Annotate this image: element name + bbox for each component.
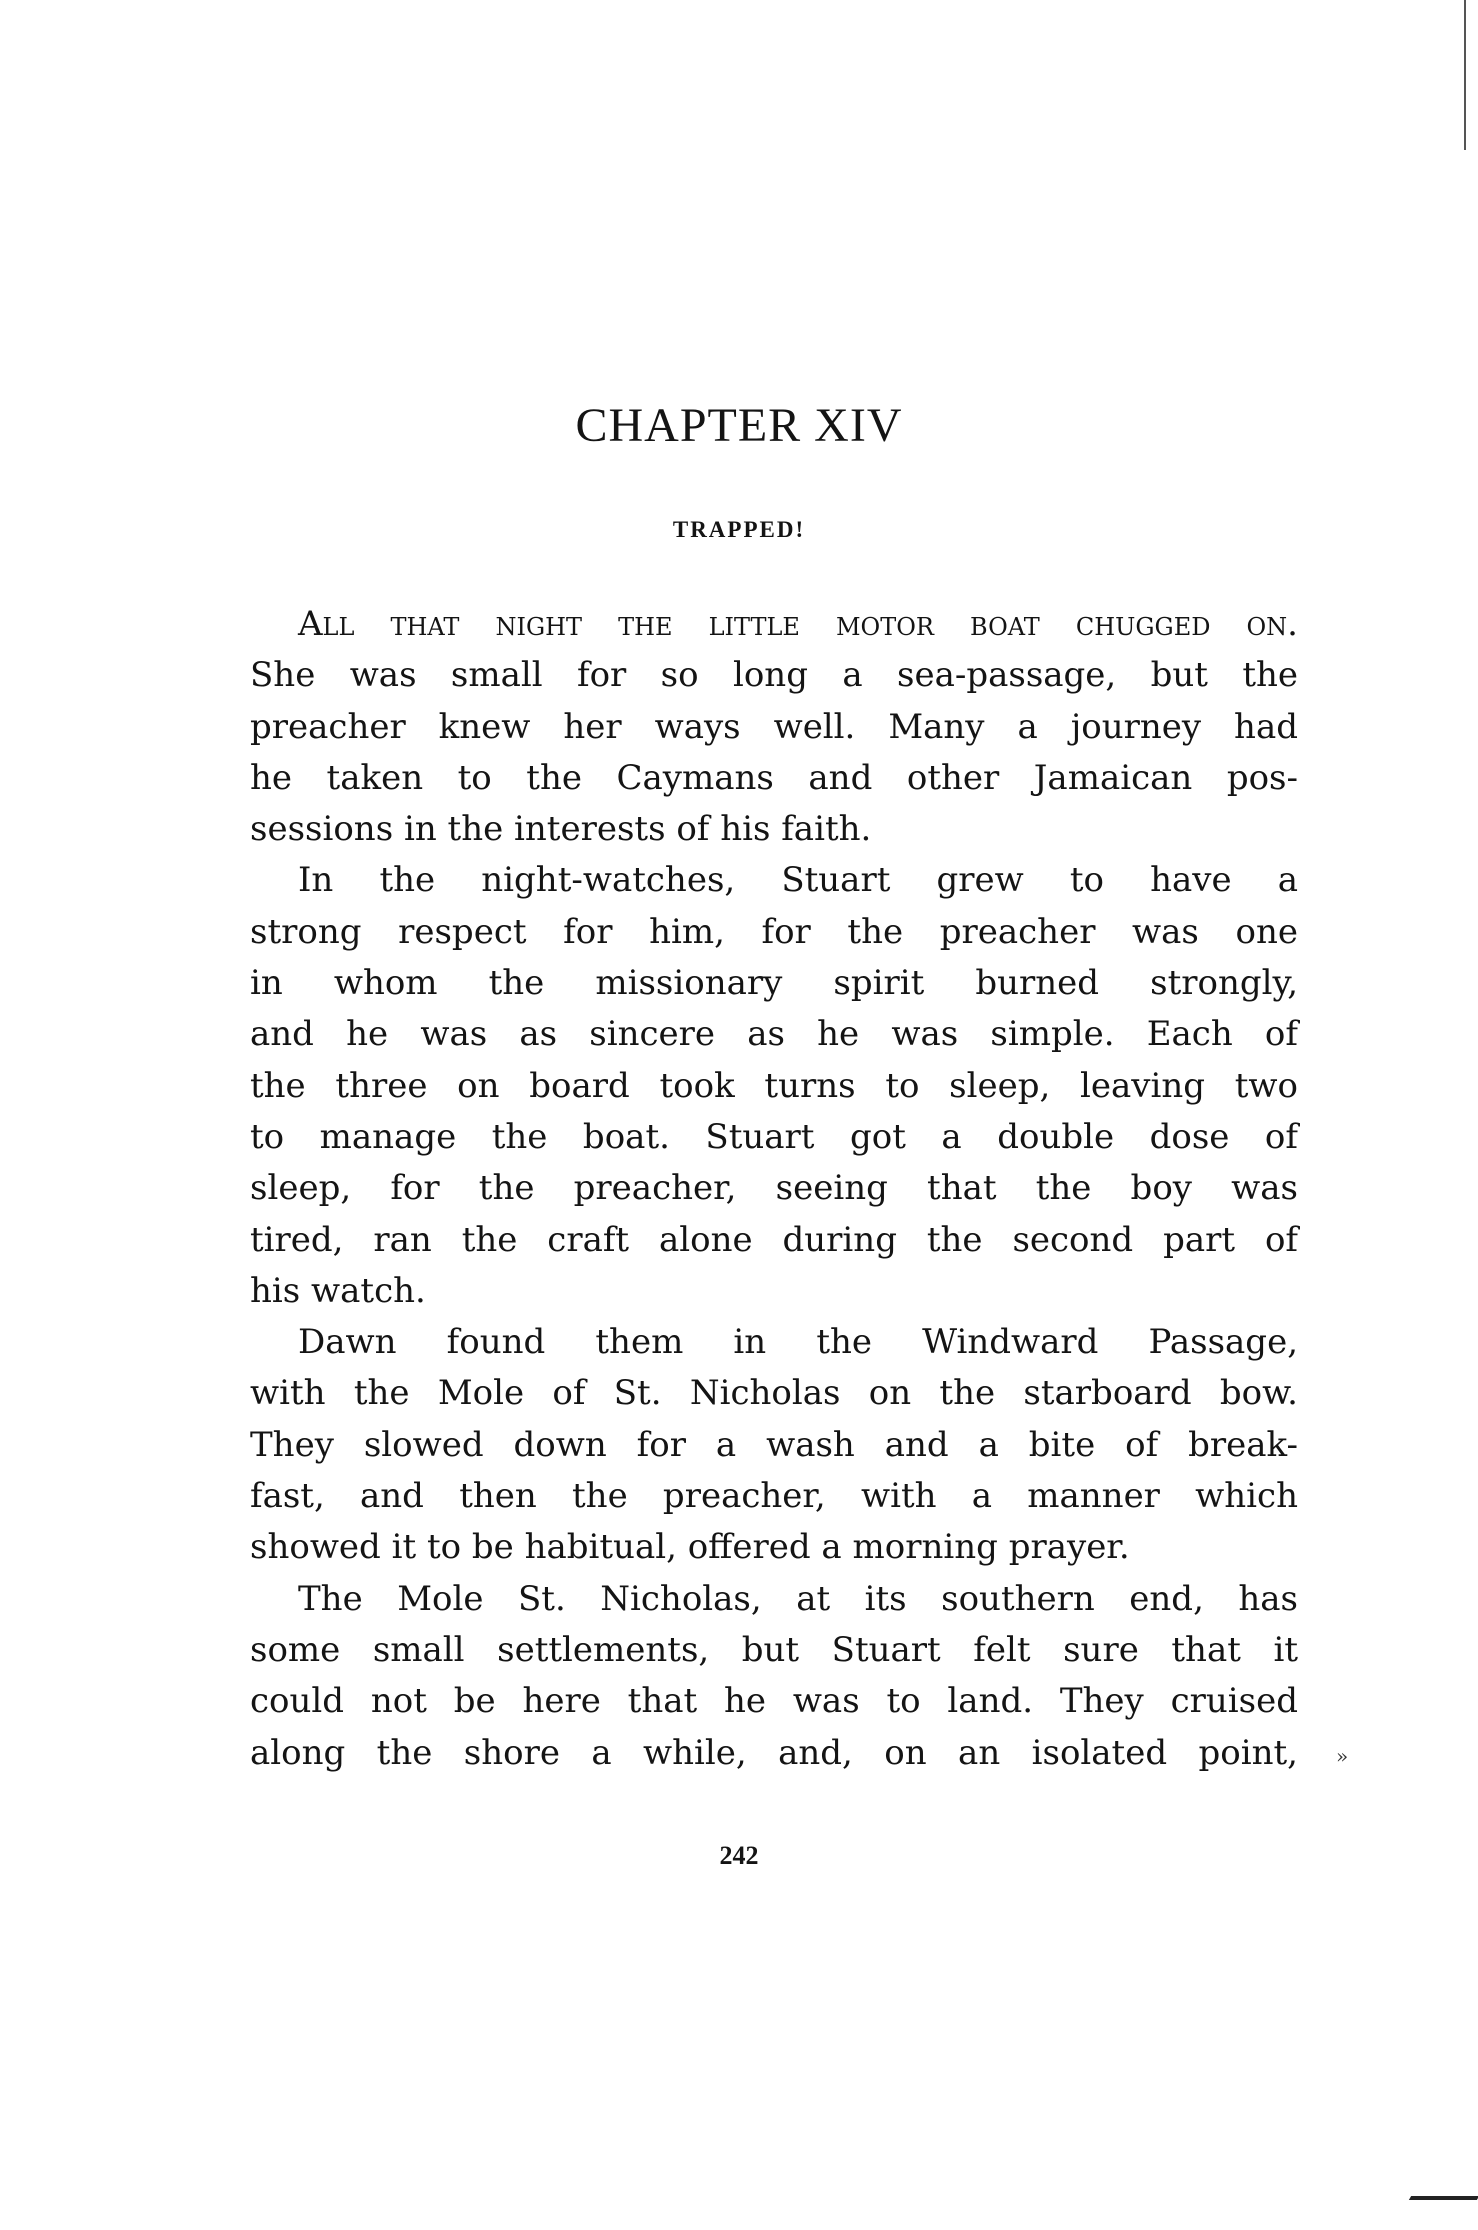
text-line: strong respect for him, for the preacher was one <box>250 911 1298 952</box>
chapter-heading: CHAPTER XIV <box>575 399 903 452</box>
body-text <box>250 599 1298 1779</box>
text-line: the three on board took turns to sleep, leaving two <box>250 1065 1298 1106</box>
text-line: Dawn found them in the Windward Passage, <box>298 1322 1298 1363</box>
margin-mark: » <box>1336 1744 1349 1768</box>
text-line: showed it to be habitual, offered a morning prayer. <box>250 1527 1130 1568</box>
text-line: preacher knew her ways well. Many a journey had <box>250 706 1298 747</box>
text-line: could not be here that he was to land. They cruised <box>250 1681 1298 1722</box>
text-line <box>250 599 1298 650</box>
text-line: They slowed down for a wash and a bite of break- <box>250 1424 1298 1465</box>
text-line-content: All that night the little motor boat chugged on. <box>298 604 1298 644</box>
text-line: in whom the missionary spirit burned strongly, <box>250 963 1298 1004</box>
text-line: In the night-watches, Stuart grew to have a <box>298 860 1298 901</box>
text-line: The Mole St. Nicholas, at its southern end, has <box>298 1578 1298 1619</box>
text-line: She was small for so long a sea-passage, but the <box>250 655 1298 696</box>
text-line: tired, ran the craft alone during the second part of <box>250 1219 1298 1260</box>
text-line: and he was as sincere as he was simple. Each of <box>250 1014 1298 1055</box>
page-edge-rule <box>1464 0 1466 150</box>
paragraph-3 <box>250 1317 1298 1573</box>
text-line: sessions in the interests of his faith. <box>250 809 872 850</box>
text-line: he taken to the Caymans and other Jamaican pos- <box>250 757 1298 798</box>
text-line: with the Mole of St. Nicholas on the starboard bow. <box>250 1373 1298 1414</box>
text-line: to manage the boat. Stuart got a double dose of <box>250 1116 1298 1157</box>
text-line: along the shore a while, and, on an isolated point, <box>250 1732 1298 1773</box>
text-line: his watch. <box>250 1270 426 1311</box>
page-edge-smudge <box>1409 2196 1478 2200</box>
paragraph-2 <box>250 855 1298 1317</box>
paragraph-1 <box>250 599 1298 855</box>
text-line: fast, and then the preacher, with a manner which <box>250 1476 1298 1517</box>
paragraph-4 <box>250 1574 1298 1779</box>
text-line: sleep, for the preacher, seeing that the boy was <box>250 1168 1298 1209</box>
chapter-title: TRAPPED! <box>672 517 806 542</box>
text-line: some small settlements, but Stuart felt sure that it <box>250 1629 1298 1670</box>
page-number: 242 <box>719 1841 759 1870</box>
